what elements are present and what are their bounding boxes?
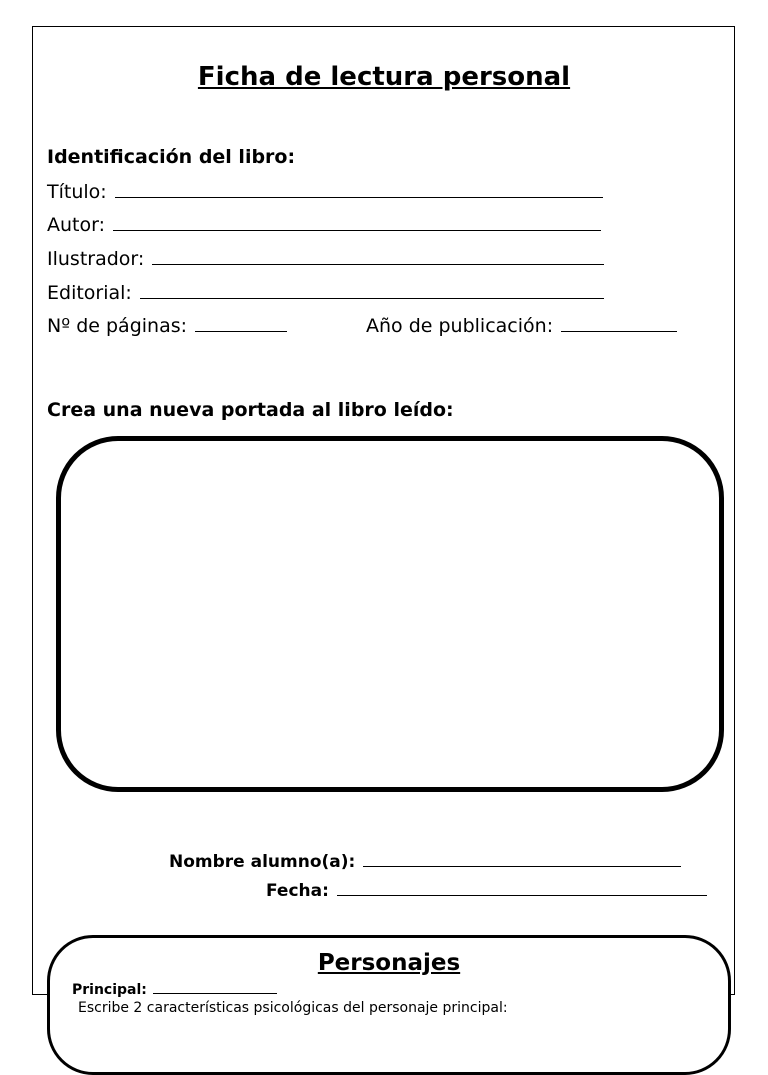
nombre-label: Nombre alumno(a): bbox=[169, 852, 356, 872]
titulo-blank[interactable] bbox=[115, 179, 603, 198]
principal-field bbox=[72, 981, 277, 998]
titulo-label: Título: bbox=[47, 181, 107, 203]
characteristics-instruction: Escribe 2 características psicológicas del personaje principal: bbox=[78, 1000, 508, 1016]
fecha-blank[interactable] bbox=[337, 879, 707, 896]
ilustrador-label: Ilustrador: bbox=[47, 248, 145, 270]
page-title: Ficha de lectura personal bbox=[197, 62, 571, 92]
autor-field bbox=[47, 212, 601, 236]
fecha-label: Fecha: bbox=[266, 881, 329, 901]
editorial-label: Editorial: bbox=[47, 282, 132, 304]
paginas-blank[interactable] bbox=[195, 313, 287, 332]
editorial-blank[interactable] bbox=[140, 280, 604, 299]
paginas-label: Nº de páginas: bbox=[47, 315, 188, 337]
ilustrador-field bbox=[47, 246, 604, 270]
autor-label: Autor: bbox=[47, 214, 105, 236]
fecha-field bbox=[266, 879, 707, 901]
anio-field bbox=[366, 313, 677, 337]
anio-blank[interactable] bbox=[561, 313, 677, 332]
principal-blank[interactable] bbox=[153, 981, 277, 994]
autor-blank[interactable] bbox=[113, 212, 601, 231]
cover-drawing-area[interactable] bbox=[56, 436, 724, 792]
principal-label: Principal: bbox=[72, 982, 147, 998]
characters-heading: Personajes bbox=[317, 950, 461, 976]
identification-heading: Identificación del libro: bbox=[47, 146, 296, 168]
paginas-field bbox=[47, 313, 287, 337]
editorial-field bbox=[47, 280, 604, 304]
ilustrador-blank[interactable] bbox=[152, 246, 604, 265]
nombre-field bbox=[169, 850, 681, 872]
titulo-field bbox=[47, 179, 603, 203]
cover-heading: Crea una nueva portada al libro leído: bbox=[47, 399, 454, 421]
nombre-blank[interactable] bbox=[363, 850, 681, 867]
anio-label: Año de publicación: bbox=[366, 315, 554, 337]
